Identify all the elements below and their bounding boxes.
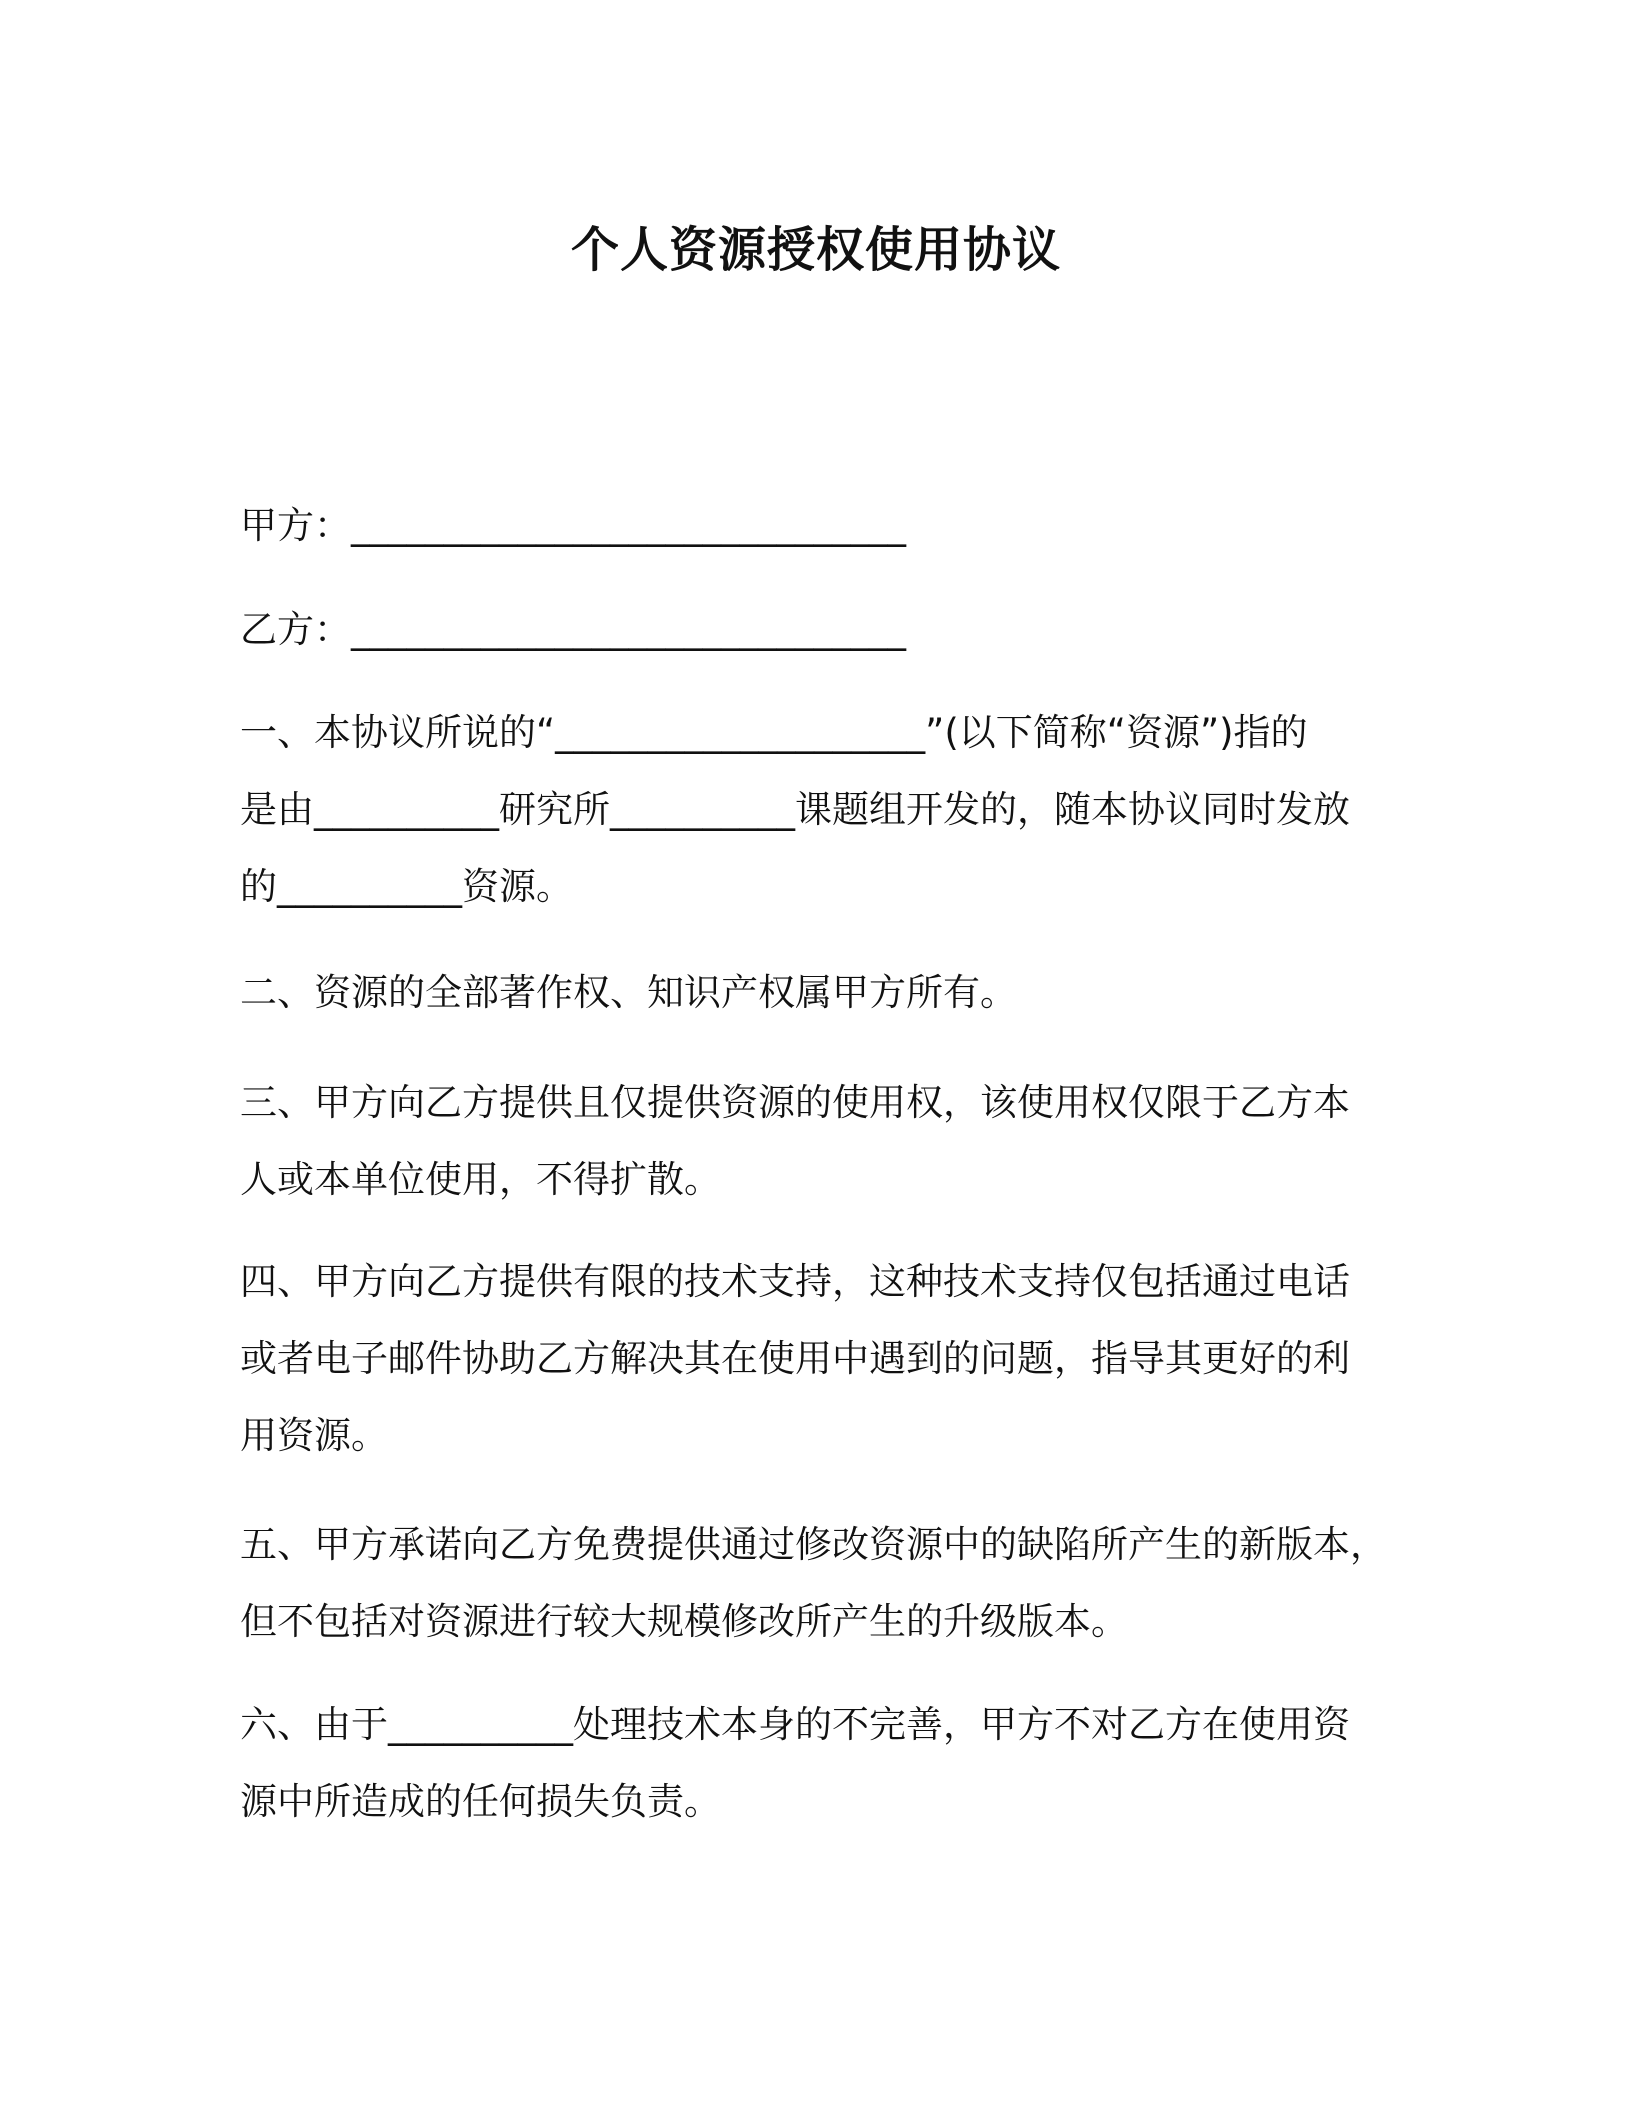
- clause-5-line-2: 但不包括对资源进行较大规模修改所产生的升级版本。: [240, 1600, 1128, 1643]
- clause-4: [240, 1243, 1400, 1474]
- clause-4-line-3: 用资源。: [240, 1414, 388, 1457]
- document-title: 个人资源授权使用协议: [570, 222, 1061, 278]
- clause-1-line-3: 的__________资源。: [240, 865, 573, 908]
- party-a-line: 甲方：______________________________: [240, 504, 906, 547]
- clause-6: [240, 1686, 1400, 1840]
- clause-4-line-1: 四、甲方向乙方提供有限的技术支持，这种技术支持仅包括通过电话: [240, 1260, 1350, 1303]
- clause-2-line-1: 二、资源的全部著作权、知识产权属甲方所有。: [240, 971, 1017, 1014]
- clause-3-line-2: 人或本单位使用，不得扩散。: [240, 1158, 721, 1201]
- clause-2: [240, 954, 1400, 1031]
- clause-5-line-1: 五、甲方承诺向乙方免费提供通过修改资源中的缺陷所产生的新版本，: [240, 1523, 1387, 1566]
- clause-6-line-1: 六、由于__________处理技术本身的不完善，甲方不对乙方在使用资: [240, 1703, 1350, 1746]
- clause-3-line-1: 三、甲方向乙方提供且仅提供资源的使用权，该使用权仅限于乙方本: [240, 1081, 1350, 1124]
- clause-3: [240, 1064, 1400, 1218]
- clause-1-line-1: 一、本协议所说的“____________________”(以下简称“资源”)指的: [240, 711, 1308, 754]
- clause-5: [240, 1506, 1400, 1660]
- clause-6-line-2: 源中所造成的任何损失负责。: [240, 1780, 721, 1823]
- party-b-line: 乙方：______________________________: [240, 608, 906, 651]
- clause-4-line-2: 或者电子邮件协助乙方解决其在使用中遇到的问题，指导其更好的利: [240, 1337, 1350, 1380]
- clause-1-line-2: 是由__________研究所__________课题组开发的，随本协议同时发放: [240, 788, 1350, 831]
- clause-1: [240, 694, 1400, 925]
